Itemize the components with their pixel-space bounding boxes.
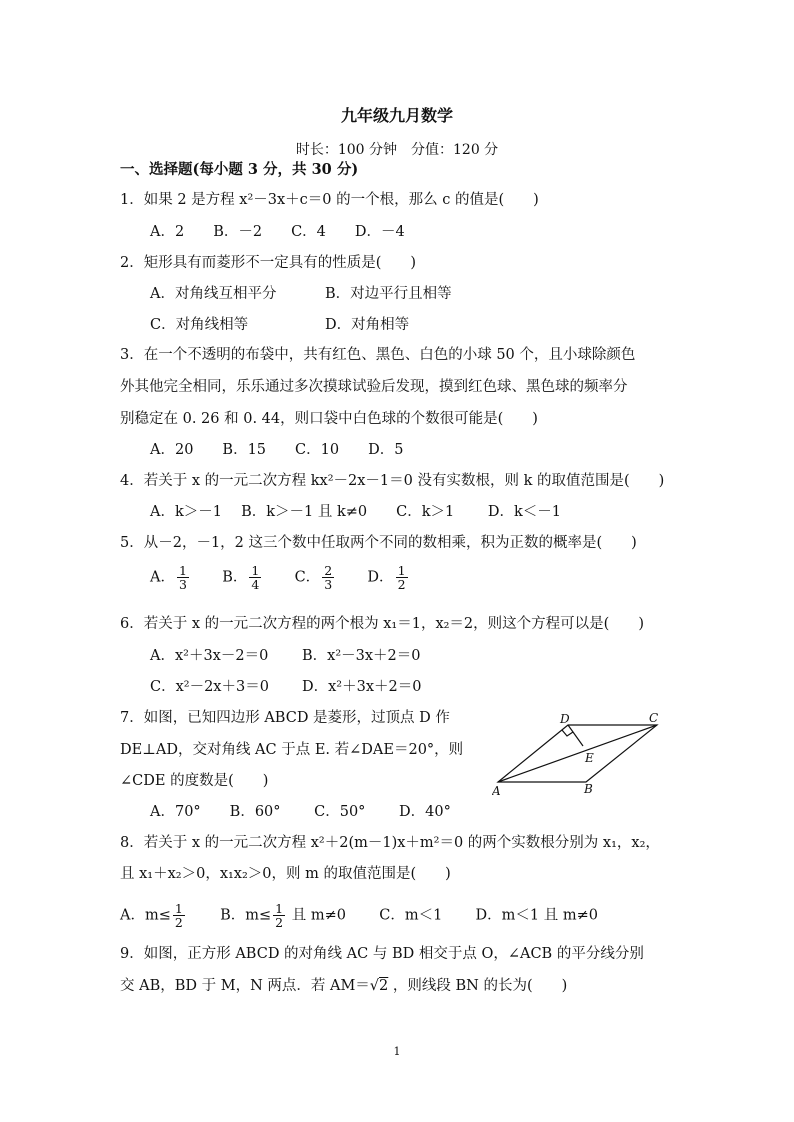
q6-option-b: B．x²－3x＋2＝0 (302, 648, 421, 664)
q9-line2-end: ，则线段 BN 的长为( ) (388, 978, 568, 994)
q8-option-c: C．m＜1 (379, 907, 443, 924)
q9-line1: 9．如图，正方形 ABCD 的对角线 AC 与 BD 相交于点 O，∠ACB 的平分线分别 (120, 946, 644, 962)
q8-line1: 8．若关于 x 的一元二次方程 x²＋2(m－1)x＋m²＝0 的两个实数根分别为 x₁，x₂， (120, 835, 660, 851)
label-e: E (585, 751, 594, 765)
q7-line2: DE⊥AD，交对角线 AC 于点 E. 若∠DAE＝20°，则 (120, 742, 464, 758)
label-c: C (649, 712, 659, 725)
q3-options: A．20 B．15 C．10 D．5 (150, 442, 404, 458)
q2-option-c: C．对角线相等 (150, 317, 249, 333)
q8-option-b-condition: 且 m≠0 (287, 907, 346, 924)
segment-de (568, 725, 583, 746)
q1-stem: 1．如果 2 是方程 x²－3x＋c＝0 的一个根，那么 c 的值是( ) (120, 192, 539, 208)
q9-radicand: 2 (379, 978, 389, 994)
label-b: B (584, 782, 593, 796)
q3-line2: 外其他完全相同，乐乐通过多次摸球试验后发现，摸到红色球、黑色球的频率分 (120, 379, 628, 395)
q4-options: A．k＞－1 B．k＞－1 且 k≠0 C．k＞1 D．k＜－1 (150, 504, 561, 520)
q5-option-c-fraction: $\frac{2}{3}$ (322, 564, 334, 591)
q9-line2-start: 交 AB，BD 于 M，N 两点．若 AM＝√ (120, 978, 380, 994)
q5-option-c-label: C． (294, 569, 321, 586)
page-title: 九年级九月数学 (340, 106, 453, 125)
q1-options: A．2 B．－2 C．4 D．－4 (150, 224, 405, 240)
exam-meta: 时长：100 分钟 分值：120 分 (295, 142, 499, 158)
q7-line3: ∠CDE 的度数是( ) (120, 773, 269, 789)
label-d: D (560, 712, 570, 726)
q8-option-a-label: A．m≤ (120, 907, 171, 924)
q7-options: A．70° B．60° C．50° D．40° (150, 804, 451, 820)
q6-option-a: A．x²＋3x－2＝0 (150, 648, 269, 664)
q6-stem: 6．若关于 x 的一元二次方程的两个根为 x₁＝1，x₂＝2，则这个方程可以是( ) (120, 616, 644, 632)
q3-line3: 别稳定在 0. 26 和 0. 44，则口袋中白色球的个数很可能是( ) (120, 411, 538, 427)
q8-option-b-label: B．m≤ (220, 907, 272, 924)
q5-option-d-fraction: $\frac{1}{2}$ (396, 564, 408, 591)
q9-line2 (120, 976, 567, 996)
q5-option-d-label: D． (367, 569, 394, 586)
q4-stem: 4．若关于 x 的一元二次方程 kx²－2x－1＝0 没有实数根，则 k 的取值范围是( ) (120, 473, 665, 489)
q8-line2: 且 x₁＋x₂＞0，x₁x₂＞0，则 m 的取值范围是( ) (120, 866, 451, 882)
q8-option-d: D．m＜1 且 m≠0 (475, 907, 598, 924)
q7-line1: 7．如图，已知四边形 ABCD 是菱形，过顶点 D 作 (120, 710, 450, 726)
q5-option-a-fraction: $\frac{1}{3}$ (177, 564, 189, 591)
q2-stem: 2．矩形具有而菱形不一定具有的性质是( ) (120, 255, 417, 271)
q2-option-b: B．对边平行且相等 (325, 286, 452, 302)
label-a: A (492, 784, 501, 798)
q5-option-b-fraction: $\frac{1}{4}$ (249, 564, 261, 591)
q6-option-c: C．x²－2x＋3＝0 (150, 679, 269, 695)
q8-options (120, 902, 598, 929)
q5-options (150, 564, 410, 591)
q5-option-a-label: A． (150, 569, 175, 586)
right-angle-mark (562, 730, 573, 736)
diagonal-ac (498, 725, 657, 782)
rhombus-figure (492, 712, 677, 802)
q5-option-b-label: B． (222, 569, 248, 586)
q8-option-a-fraction: $\frac{1}{2}$ (173, 902, 185, 929)
page-number: 1 (393, 1045, 401, 1058)
section-heading: 一、选择题(每小题 3 分，共 30 分) (120, 161, 359, 178)
q8-option-b-fraction: $\frac{1}{2}$ (273, 902, 285, 929)
q2-option-d: D．对角相等 (325, 317, 410, 333)
q3-line1: 3．在一个不透明的布袋中，共有红色、黑色、白色的小球 50 个，且小球除颜色 (120, 347, 636, 363)
q2-option-a: A．对角线互相平分 (150, 286, 277, 302)
q5-stem: 5．从－2，－1，2 这三个数中任取两个不同的数相乘，积为正数的概率是( ) (120, 535, 637, 551)
q6-option-d: D．x²＋3x＋2＝0 (302, 679, 422, 695)
